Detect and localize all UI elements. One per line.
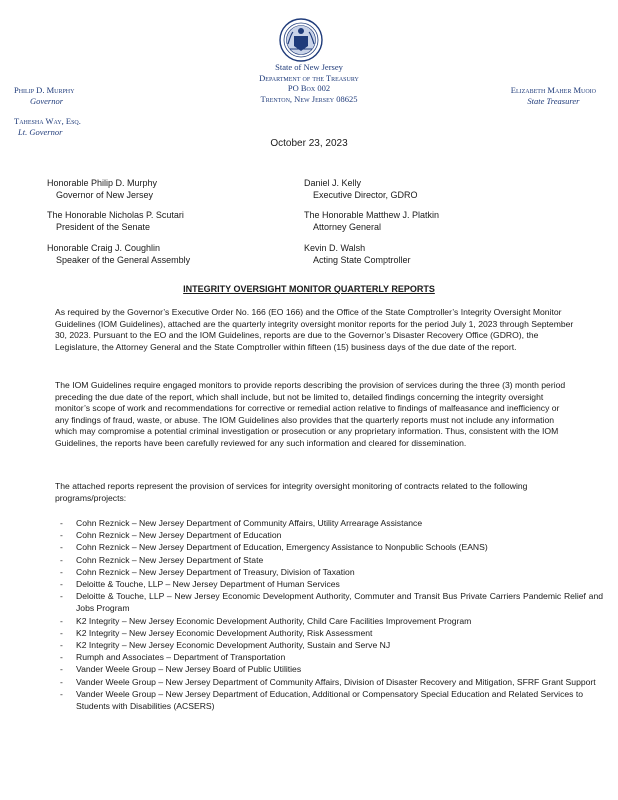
paragraph: As required by the Governor’s Executive Order No. 166 (EO 166) and the Office of the State Comptroller’s Integrity Oversight Monitor Guidelines (IOM Guidelines), attached are the quarterly integrity oversight monitor reports for the period July 1, 2023 through September 30, 2023. Pursuant to the EO and the IOM Guidelines, reports are due to the Governor’s Disaster Recovery Office (GDRO), the Legislature, the Attorney General and the State Comptroller within fifteen (15) business days of the due date of the report. [55, 307, 574, 352]
paragraph: The attached reports represent the provision of services for integrity oversight monitoring of contracts related to the following programs/projects: [55, 481, 528, 503]
addressee [304, 242, 411, 266]
list-item [55, 663, 603, 675]
list-dash: - [60, 640, 63, 651]
addressee-title: Speaker of the General Assembly [56, 255, 191, 265]
list-item [55, 615, 603, 627]
addressee [304, 209, 439, 233]
projects-list [55, 517, 603, 712]
project-text: Cohn Reznick – New Jersey Department of State [76, 554, 264, 565]
letterhead-department: Department of the Treasury [259, 72, 359, 83]
subject-heading: INTEGRITY OVERSIGHT MONITOR QUARTERLY REPORTS [183, 284, 435, 294]
addressee-name: Honorable Philip D. Murphy [47, 178, 158, 188]
project-text: K2 Integrity – New Jersey Economic Development Authority, Child Care Facilities Improvement Program [76, 615, 472, 626]
list-item [55, 651, 603, 663]
list-dash: - [60, 688, 63, 699]
list-dash: - [60, 579, 63, 590]
treasurer-block [511, 85, 596, 106]
list-dash: - [60, 591, 63, 602]
treasurer-name: Elizabeth Maher Muoio [510, 85, 596, 95]
letterhead-po-box: PO Box 002 [287, 83, 331, 93]
project-text: K2 Integrity – New Jersey Economic Development Authority, Sustain and Serve NJ [76, 640, 391, 651]
project-text: Cohn Reznick – New Jersey Department of Education, Emergency Assistance to Nonpublic Schools (EANS) [76, 542, 488, 553]
project-text: Vander Weele Group – New Jersey Department of Community Affairs, Division of Disaster Recovery and Mitigation, SFRF Grant Support [76, 676, 596, 687]
governor-title: Governor [30, 95, 64, 106]
list-dash: - [60, 542, 63, 553]
project-text: Cohn Reznick – New Jersey Department of Education [76, 530, 282, 541]
list-dash: - [60, 676, 63, 687]
list-item [55, 639, 603, 651]
addressee-title: President of the Senate [56, 222, 151, 232]
letterhead-city: Trenton, New Jersey 08625 [260, 93, 358, 104]
treasurer-title: State Treasurer [527, 95, 580, 106]
project-text: Deloitte & Touche, LLP – New Jersey Department of Human Services [76, 579, 340, 590]
letterhead-state: State of New Jersey [275, 62, 343, 72]
list-item [55, 578, 603, 590]
addressee-title: Governor of New Jersey [56, 190, 154, 200]
lt-governor-name: Tahesha Way, Esq. [14, 116, 81, 126]
paragraph: The IOM Guidelines require engaged monitors to provide reports describing the provision of services during the three (3) month period preceding the due date of the report, which shall include, but not be limited to, detailed findings concerning the integrity oversight monitor’s scope of work and recommendations for corrective or remedial action relative to findings of malfeasance and inefficiency or any findings of fraud, waste, or abuse. The IOM Guidelines also provides that the quarterly reports must not include any information which may compromise a potential criminal investigation or prosecution or any proprietary information. Thus, consistent with the IOM Guidelines, the reports have been carefully reviewed for any such information and cleared for dissemination. [55, 380, 566, 448]
list-item [55, 517, 603, 529]
addressee [47, 242, 190, 266]
project-text: K2 Integrity – New Jersey Economic Development Authority, Risk Assessment [76, 627, 373, 638]
list-dash: - [60, 566, 63, 577]
project-text: Cohn Reznick – New Jersey Department of Treasury, Division of Taxation [76, 566, 355, 577]
state-seal-icon [279, 18, 323, 62]
list-dash: - [60, 554, 63, 565]
list-item [55, 566, 603, 578]
lt-governor-title: Lt. Governor [18, 126, 63, 137]
project-text: Cohn Reznick – New Jersey Department of Community Affairs, Utility Arrearage Assistance [76, 518, 423, 528]
list-item [55, 590, 603, 614]
list-dash: - [60, 664, 63, 675]
list-dash: - [60, 615, 63, 626]
list-item [55, 676, 603, 688]
addressee [304, 177, 418, 201]
addressee-name: Daniel J. Kelly [304, 178, 362, 188]
addressee-name: The Honorable Nicholas P. Scutari [47, 210, 184, 220]
project-text: Rumph and Associates – Department of Transportation [76, 652, 286, 663]
list-dash: - [60, 627, 63, 638]
addressee-name: The Honorable Matthew J. Platkin [304, 210, 440, 220]
governor-name: Philip D. Murphy [14, 85, 75, 95]
addressee-name: Kevin D. Walsh [304, 243, 366, 253]
addressee [47, 177, 157, 201]
project-text: Vander Weele Group – New Jersey Board of Public Utilities [76, 664, 302, 675]
list-item [55, 627, 603, 639]
governor-block [14, 85, 74, 106]
letter-date: October 23, 2023 [270, 138, 348, 149]
addressee [47, 209, 184, 233]
list-item [55, 554, 603, 566]
addressee-title: Executive Director, GDRO [313, 190, 418, 200]
addressee-name: Honorable Craig J. Coughlin [47, 243, 161, 253]
list-dash: - [60, 530, 63, 541]
project-text: Vander Weele Group – New Jersey Department of Education, Additional or Compensatory Special Education and Related Services to Students with Disabilities (ACSERS) [76, 688, 583, 712]
list-item [55, 688, 603, 712]
addressee-title: Acting State Comptroller [313, 255, 411, 265]
list-dash: - [60, 518, 63, 528]
lt-governor-block [14, 116, 81, 137]
list-dash: - [60, 652, 63, 663]
addressee-title: Attorney General [313, 222, 382, 232]
letterhead-center [209, 62, 409, 104]
list-item [55, 529, 603, 541]
project-text: Deloitte & Touche, LLP – New Jersey Economic Development Authority, Commuter and Transit Bus Private Carriers Pandemic Relief and Jobs Program [76, 591, 603, 614]
list-item [55, 541, 603, 553]
